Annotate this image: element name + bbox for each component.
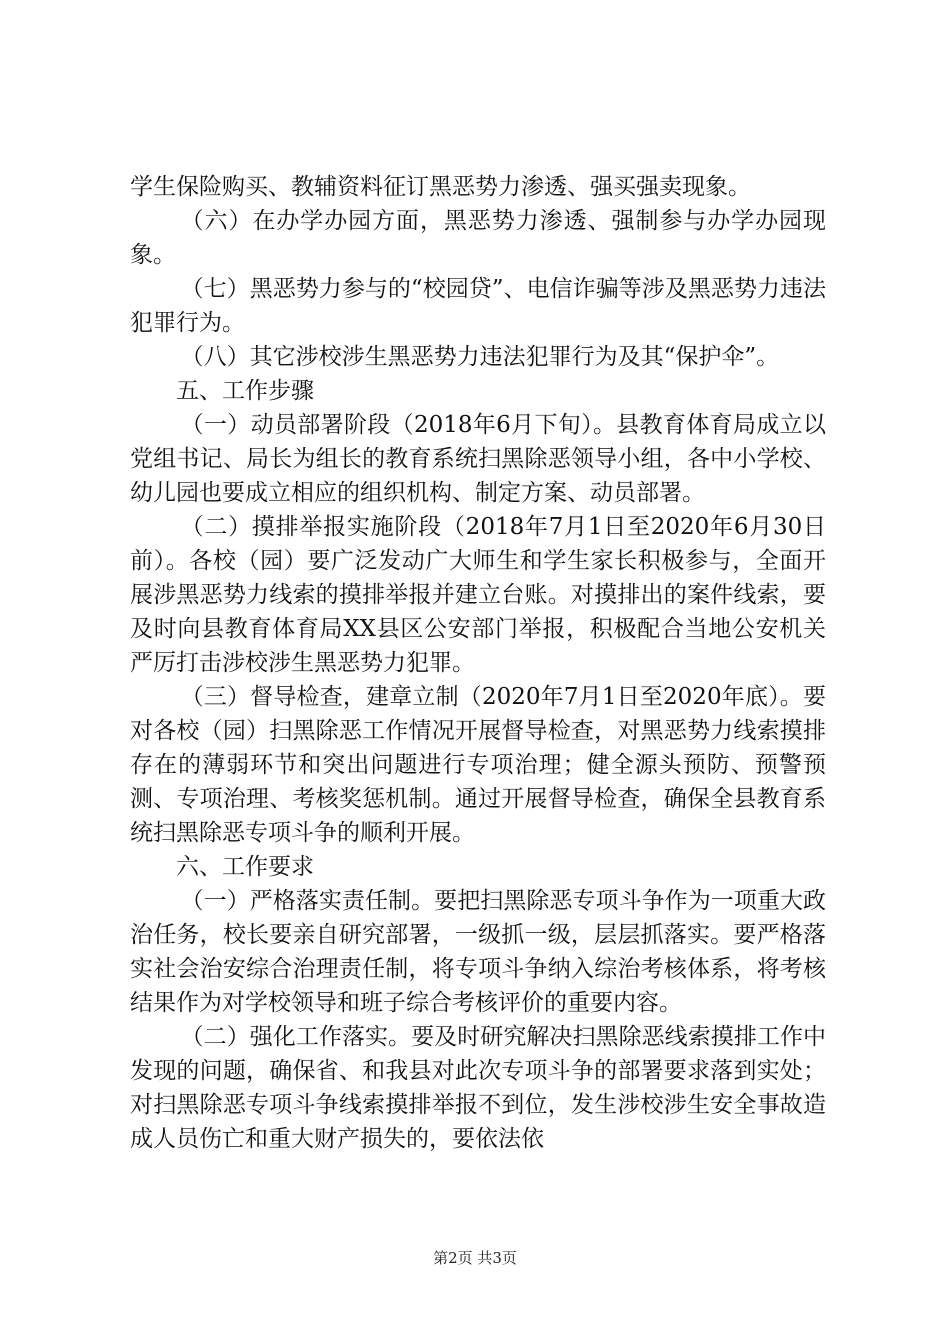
- paragraph-requirement-2: （二）强化工作落实。要及时研究解决扫黑除恶线索摸排工作中发现的问题，确保省、和我县对此次专项斗争的部署要求落到实处；对扫黑除恶专项斗争线索摸排举报不到位，发生涉校涉生安全事故造成人员伤亡和重大财产损失的，要依法依: [130, 1024, 826, 1152]
- paragraph-item-6: （六）在办学办园方面，黑恶势力渗透、强制参与办学办园现象。: [130, 208, 826, 268]
- section-heading-work-requirements: 六、工作要求: [176, 854, 314, 880]
- paragraph-item-8: （八）其它涉校涉生黑恶势力违法犯罪行为及其“保护伞”。: [180, 344, 780, 370]
- page-footer: [0, 1247, 950, 1268]
- paragraph-item-7: （七）黑恶势力参与的“校园贷”、电信诈骗等涉及黑恶势力违法犯罪行为。: [130, 276, 826, 336]
- paragraph-step-1: （一）动员部署阶段（2018年6月下旬）。县教育体育局成立以党组书记、局长为组长的教育系统扫黑除恶领导小组，各中小学校、幼儿园也要成立相应的组织机构、制定方案、动员部署。: [130, 412, 826, 506]
- document-body: [130, 170, 826, 1156]
- page-number-label: 第2页 共3页: [433, 1249, 517, 1267]
- paragraph-continued: 学生保险购买、教辅资料征订黑恶势力渗透、强买强卖现象。: [130, 174, 751, 200]
- paragraph-step-2: （二）摸排举报实施阶段（2018年7月1日至2020年6月30日前）。各校（园）要广泛发动广大师生和学生家长积极参与，全面开展涉黑恶势力线索的摸排举报并建立台账。对摸排出的案件线索，要及时向县教育体育局XX县区公安部门举报，积极配合当地公安机关严厉打击涉校涉生黑恶势力犯罪。: [130, 514, 826, 676]
- paragraph-step-3: （三）督导检查，建章立制（2020年7月1日至2020年底）。要对各校（园）扫黑除恶工作情况开展督导检查，对黑恶势力线索摸排存在的薄弱环节和突出问题进行专项治理；健全源头预防、预警预测、专项治理、考核奖惩机制。通过开展督导检查，确保全县教育系统扫黑除恶专项斗争的顺利开展。: [130, 684, 826, 846]
- section-heading-work-steps: 五、工作步骤: [176, 378, 314, 404]
- paragraph-requirement-1: （一）严格落实责任制。要把扫黑除恶专项斗争作为一项重大政治任务，校长要亲自研究部署，一级抓一级，层层抓落实。要严格落实社会治安综合治理责任制，将专项斗争纳入综治考核体系，将考核结果作为对学校领导和班子综合考核评价的重要内容。: [130, 888, 826, 1016]
